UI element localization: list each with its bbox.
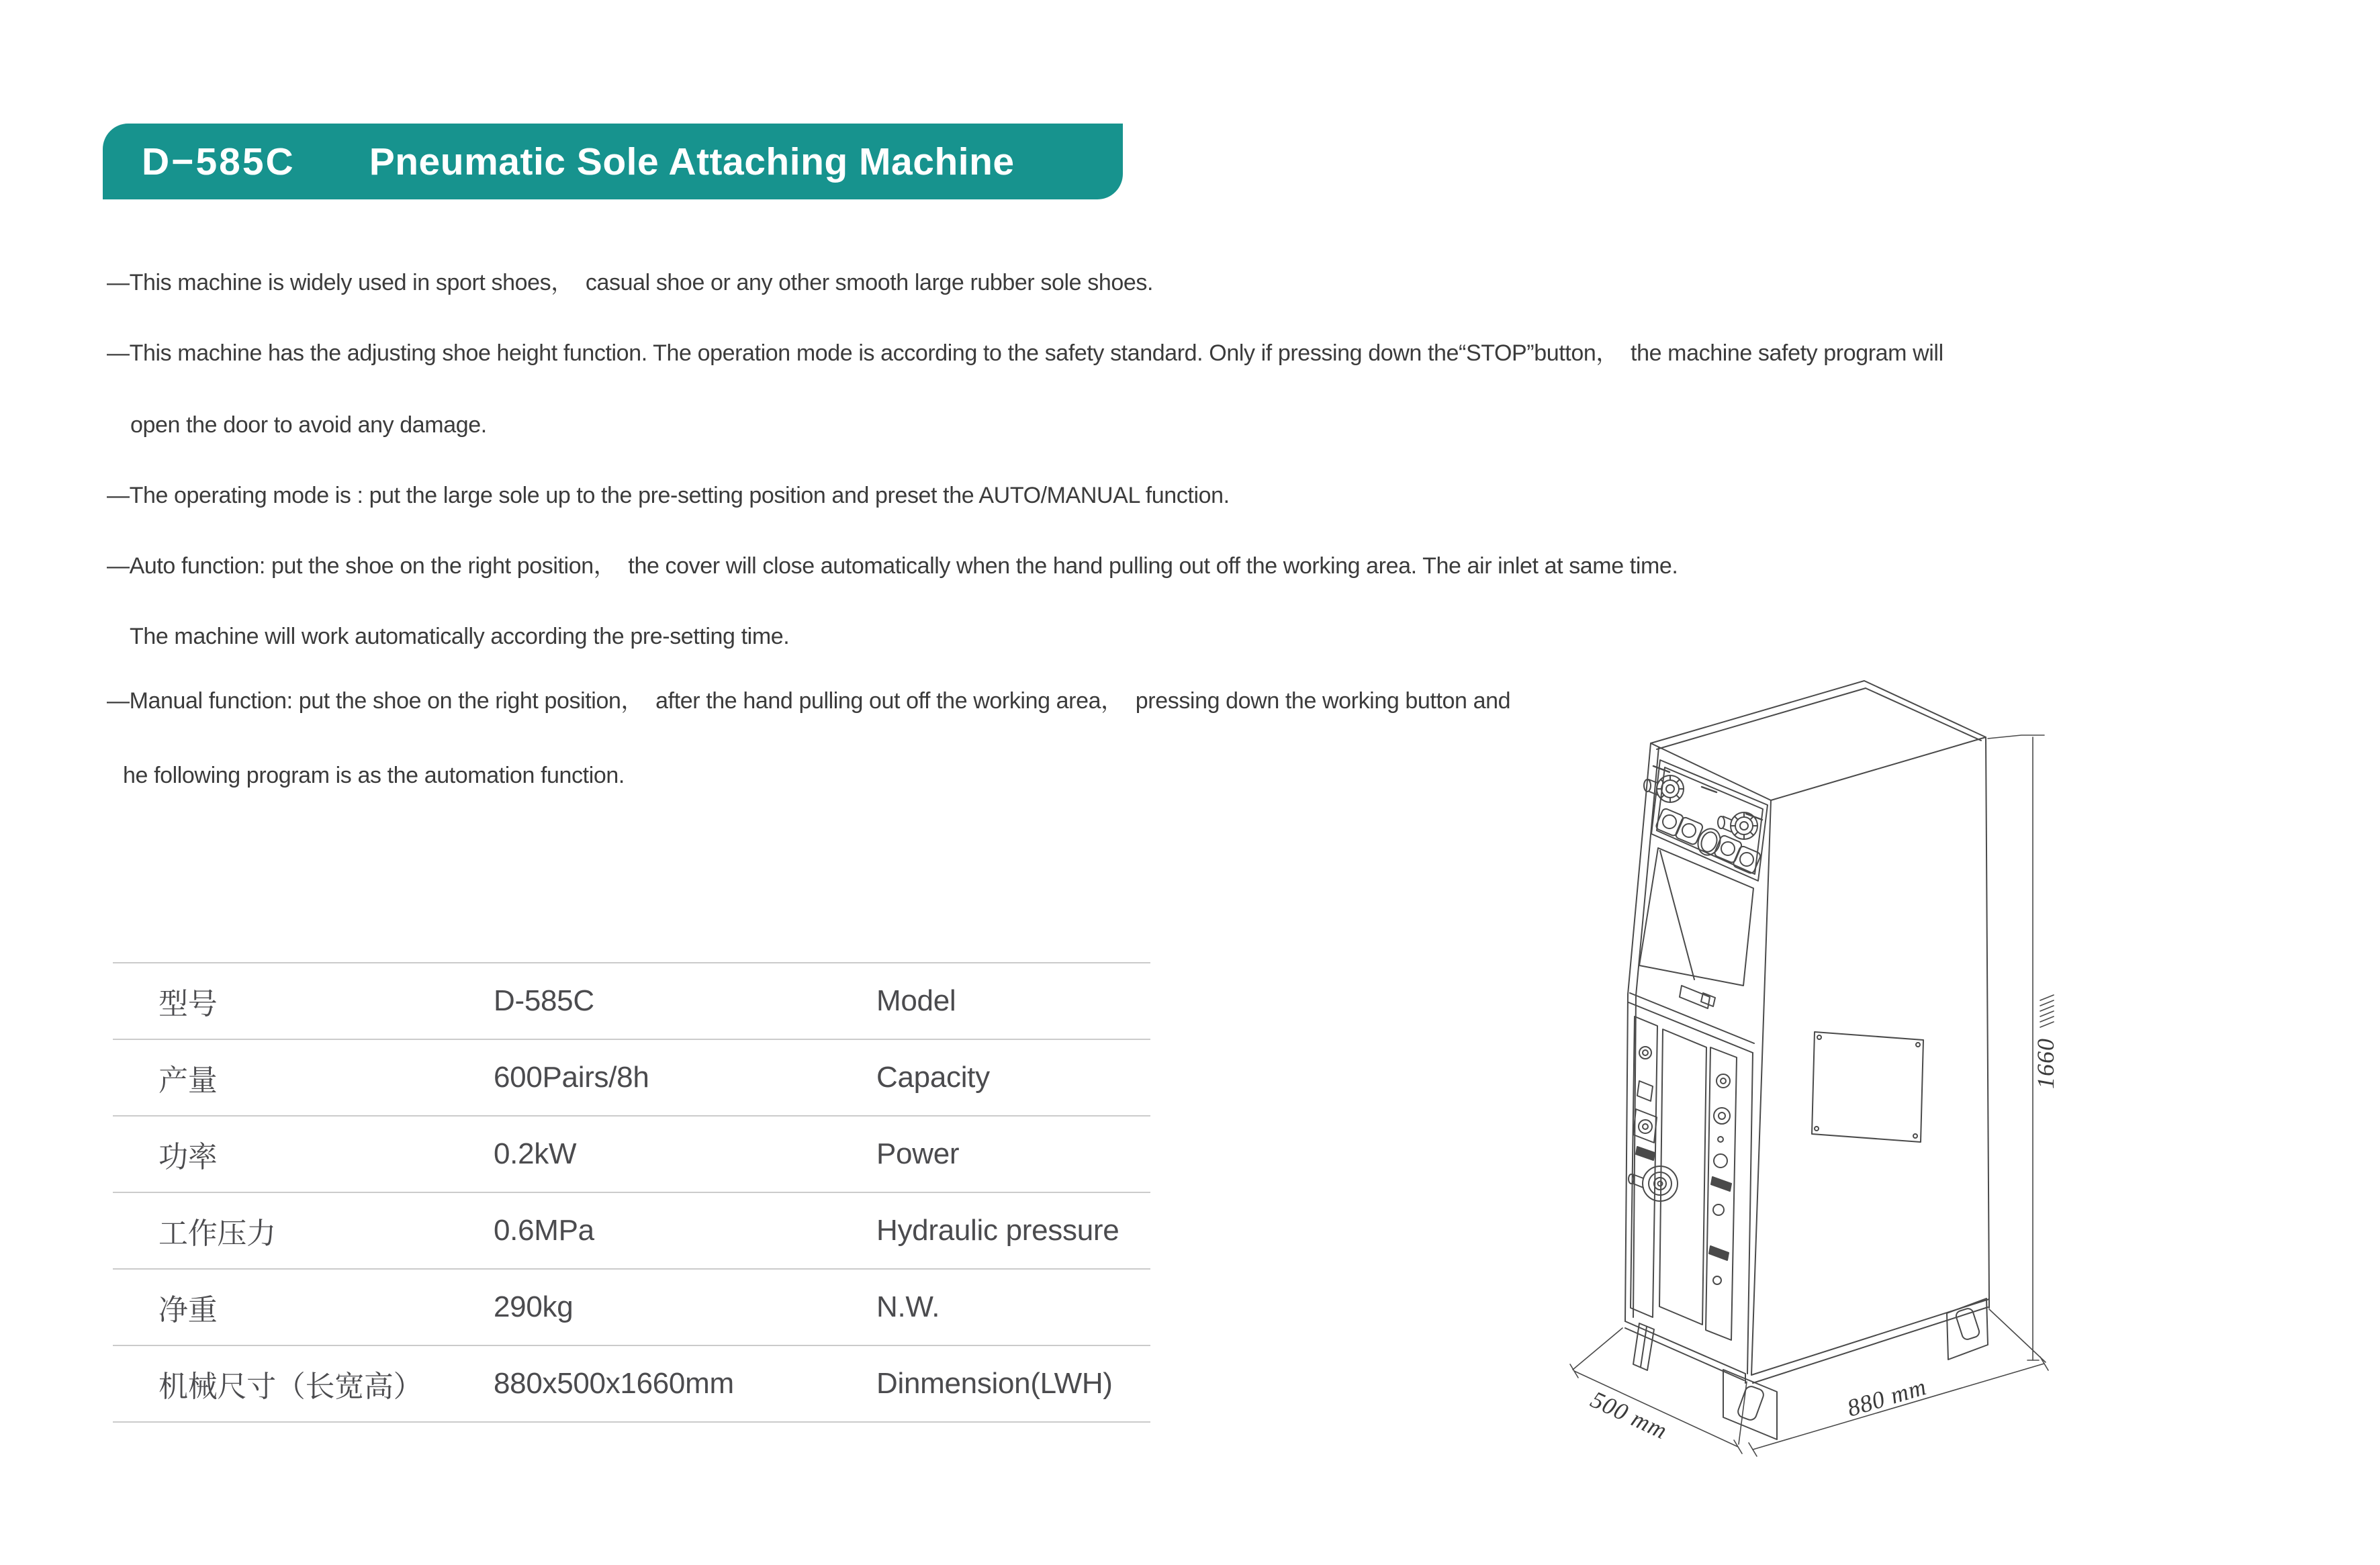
table-row: [113, 1268, 1150, 1345]
feature-line: The machine will work automatically according the pre-setting time.: [130, 624, 790, 649]
table-row: [113, 1039, 1150, 1115]
product-header-banner: [103, 124, 1123, 199]
feature-line: open the door to avoid any damage.: [130, 412, 487, 438]
feature-line: —Auto function: put the shoe on the right position， the cover will close automatically when the hand pulling out off the working area. The air inlet at same time.: [107, 553, 1678, 579]
dim-depth-label: 500 mm: [1586, 1385, 1672, 1445]
dim-height-label: 1660: [2032, 1038, 2059, 1089]
spec-table: [113, 962, 1150, 1423]
spec-value: 0.6MPa: [494, 1214, 594, 1247]
spec-value: D-585C: [494, 984, 594, 1017]
spec-label-cn: 净重: [158, 1294, 218, 1327]
page-title: Pneumatic Sole Attaching Machine: [369, 140, 1015, 183]
spec-label-en: Hydraulic pressure: [876, 1214, 1119, 1247]
table-row: [113, 1115, 1150, 1192]
feature-line: —This machine has the adjusting shoe height function. The operation mode is according to the safety standard. Only if pressing down the“STOP”button， the machine safety program will: [107, 340, 1943, 366]
spec-label-cn: 工作压力: [158, 1217, 276, 1250]
spec-value: 290kg: [494, 1290, 574, 1323]
dim-width-label: 880 mm: [1843, 1372, 1930, 1422]
spec-label-en: Dinmension(LWH): [876, 1367, 1113, 1400]
spec-label-en: Model: [876, 984, 956, 1017]
spec-value: 880x500x1660mm: [494, 1367, 734, 1400]
dimension-lines: [1570, 735, 2054, 1456]
feature-line: —Manual function: put the shoe on the right position， after the hand pulling out off the working area， pressing down the working button and: [107, 688, 1511, 714]
feature-line: —This machine is widely used in sport shoes， casual shoe or any other smooth large rubber sole shoes.: [107, 270, 1153, 295]
spec-value: 600Pairs/8h: [494, 1061, 649, 1094]
spec-label-en: N.W.: [876, 1290, 940, 1323]
machine-line-drawing: [1558, 661, 2102, 1541]
spec-label-cn: 产量: [158, 1064, 218, 1097]
spec-label-cn: 机械尺寸（长宽高）: [158, 1370, 423, 1403]
table-row: [113, 1345, 1150, 1421]
feature-line: he following program is as the automation function.: [123, 763, 625, 788]
table-row: [113, 1192, 1150, 1268]
feature-line: —The operating mode is : put the large sole up to the pre-setting position and preset the AUTO/MANUAL function.: [107, 483, 1230, 508]
product-model-code: D−585C: [142, 140, 295, 183]
spec-value: 0.2kW: [494, 1137, 577, 1170]
spec-label-cn: 型号: [158, 988, 218, 1021]
table-row: [113, 962, 1150, 1039]
spec-label-en: Power: [876, 1137, 960, 1170]
spec-label-en: Capacity: [876, 1061, 990, 1094]
spec-label-cn: 功率: [158, 1141, 218, 1174]
